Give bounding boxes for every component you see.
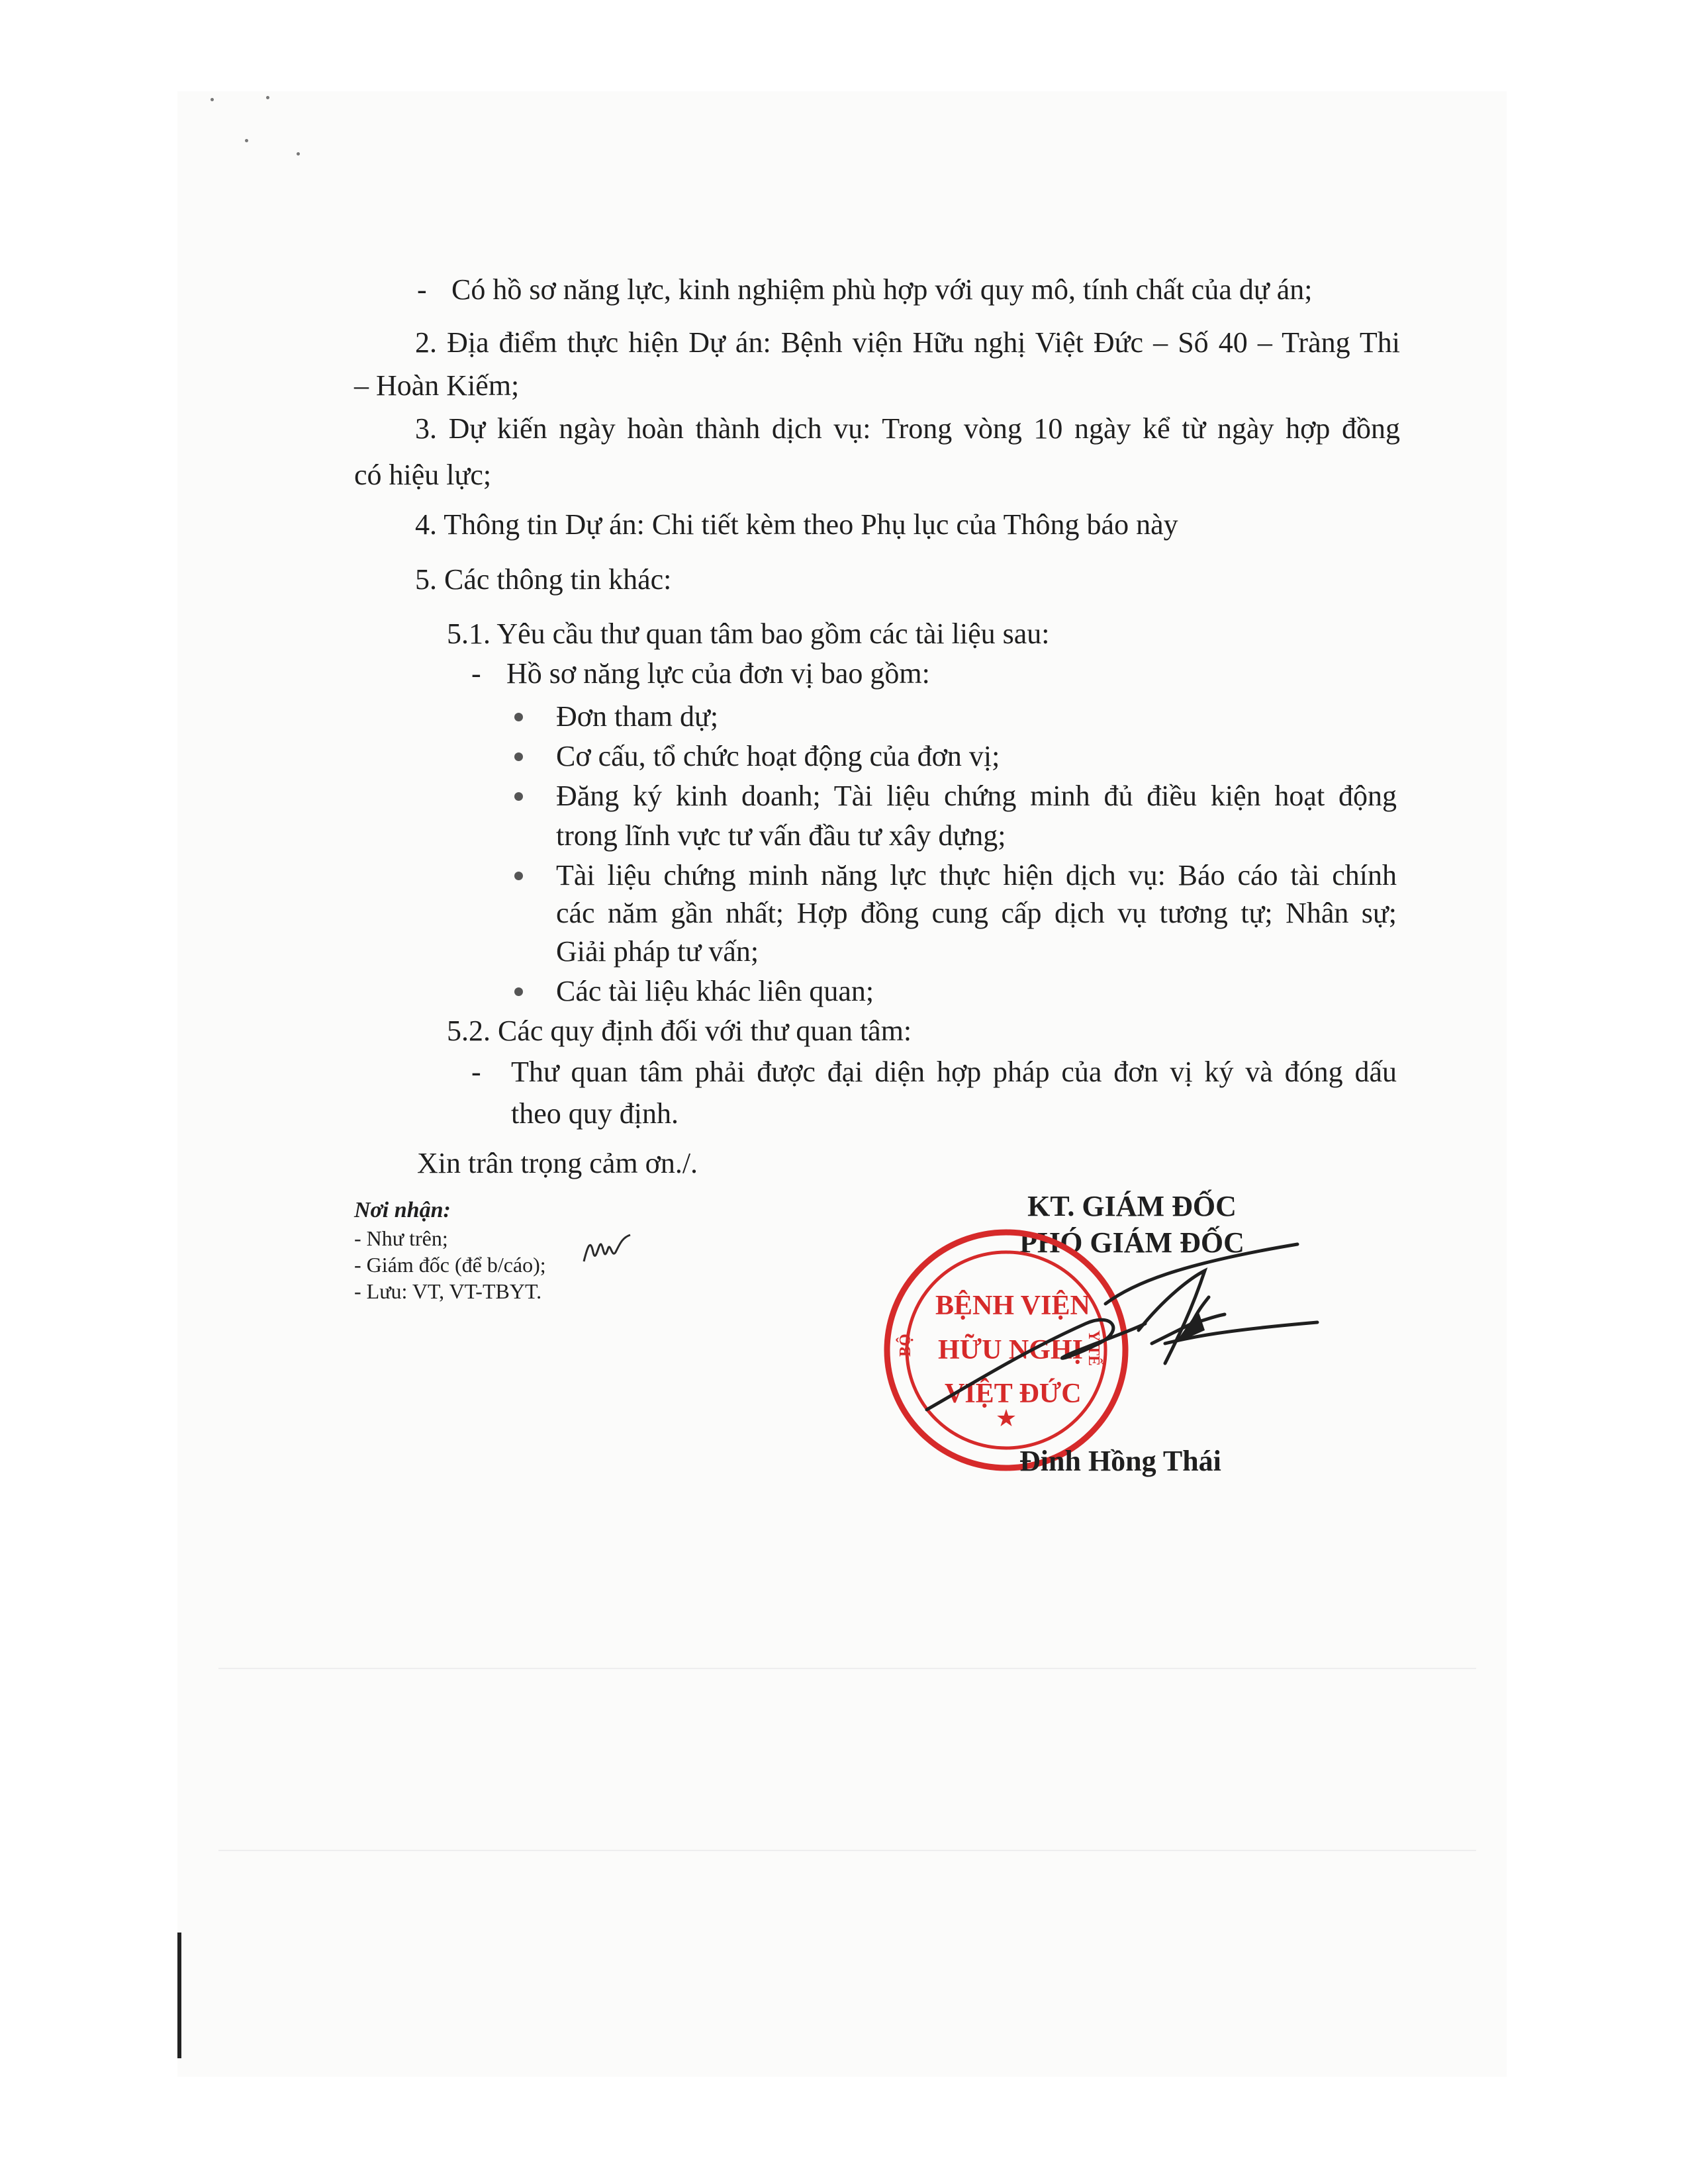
- bullet-dot: [514, 792, 523, 801]
- item-3-line-2: có hiệu lực;: [354, 459, 492, 491]
- bullet-dot: [514, 752, 523, 761]
- stamp-text-line-1: BỆNH VIỆN: [935, 1291, 1090, 1321]
- recipient-2: - Giám đốc (để b/cáo);: [354, 1253, 546, 1277]
- signature-title-2: PHÓ GIÁM ĐỐC: [1019, 1226, 1244, 1259]
- scan-edge-mark: [177, 1933, 181, 2058]
- scan-speck: [297, 152, 300, 156]
- bullet-dot: [514, 872, 523, 880]
- item-2-line-1: 2. Địa điểm thực hiện Dự án: Bệnh viện Hữu nghị Việt Đức – Số 40 – Tràng Thi: [415, 326, 1400, 359]
- bullet-item-3-line-2: trong lĩnh vực tư vấn đầu tư xây dựng;: [556, 819, 1006, 852]
- scan-speck: [211, 98, 214, 101]
- svg-text:★: ★: [995, 1405, 1017, 1432]
- item-5-2: 5.2. Các quy định đối với thư quan tâm:: [447, 1015, 912, 1047]
- item-2-line-2: – Hoàn Kiếm;: [354, 369, 520, 402]
- stamp-side-text-right: Y TẾ: [1085, 1330, 1102, 1367]
- list-dash: -: [417, 273, 427, 306]
- item-5: 5. Các thông tin khác:: [415, 563, 672, 596]
- item-5-2-dash-line-2: theo quy định.: [511, 1097, 679, 1130]
- body-line-dash: Có hồ sơ năng lực, kinh nghiệm phù hợp với quy mô, tính chất của dự án;: [451, 273, 1313, 306]
- bullet-item-4-line-3: Giải pháp tư vấn;: [556, 935, 759, 968]
- scan-speck: [266, 96, 269, 99]
- item-5-2-dash-line-1: Thư quan tâm phải được đại diện hợp pháp của đơn vị ký và đóng dấu: [511, 1056, 1397, 1088]
- bullet-item-4-line-1: Tài liệu chứng minh năng lực thực hiện dịch vụ: Báo cáo tài chính: [556, 859, 1397, 891]
- signer-name: Đinh Hồng Thái: [1019, 1445, 1221, 1477]
- recipient-1: - Như trên;: [354, 1226, 448, 1250]
- bullet-item-5: Các tài liệu khác liên quan;: [556, 975, 874, 1007]
- stamp-text-line-3: VIỆT ĐỨC: [945, 1379, 1082, 1409]
- scan-speck: [245, 139, 248, 142]
- list-dash: -: [471, 657, 481, 690]
- item-3-line-1: 3. Dự kiến ngày hoàn thành dịch vụ: Trong vòng 10 ngày kể từ ngày hợp đồng: [415, 412, 1400, 445]
- item-5-1: 5.1. Yêu cầu thư quan tâm bao gồm các tài liệu sau:: [447, 617, 1050, 650]
- recipients-title: Nơi nhận:: [354, 1198, 451, 1222]
- bleed-through-line: [218, 1850, 1476, 1851]
- signature-title-1: KT. GIÁM ĐỐC: [1027, 1190, 1237, 1222]
- stamp-text-line-2: HỮU NGHỊ: [938, 1335, 1083, 1365]
- bullet-item-1: Đơn tham dự;: [556, 700, 719, 733]
- initials-scribble: [581, 1232, 634, 1272]
- recipient-3: - Lưu: VT, VT-TBYT.: [354, 1279, 542, 1303]
- bleed-through-line: [218, 1668, 1476, 1669]
- bullet-dot: [514, 987, 523, 996]
- item-5-1-dash: Hồ sơ năng lực của đơn vị bao gồm:: [506, 657, 930, 690]
- bullet-item-4-line-2: các năm gần nhất; Hợp đồng cung cấp dịch vụ tương tự; Nhân sự;: [556, 897, 1397, 929]
- closing-line: Xin trân trọng cảm ơn./.: [417, 1147, 698, 1179]
- list-dash: -: [471, 1056, 481, 1088]
- bullet-item-3-line-1: Đăng ký kinh doanh; Tài liệu chứng minh đủ điều kiện hoạt động: [556, 780, 1397, 812]
- bullet-item-2: Cơ cấu, tổ chức hoạt động của đơn vị;: [556, 740, 1000, 772]
- item-4: 4. Thông tin Dự án: Chi tiết kèm theo Phụ lục của Thông báo này: [415, 508, 1178, 541]
- stamp-side-text-left: BỘ: [897, 1334, 914, 1357]
- bullet-dot: [514, 713, 523, 721]
- handwritten-signature: [914, 1231, 1324, 1443]
